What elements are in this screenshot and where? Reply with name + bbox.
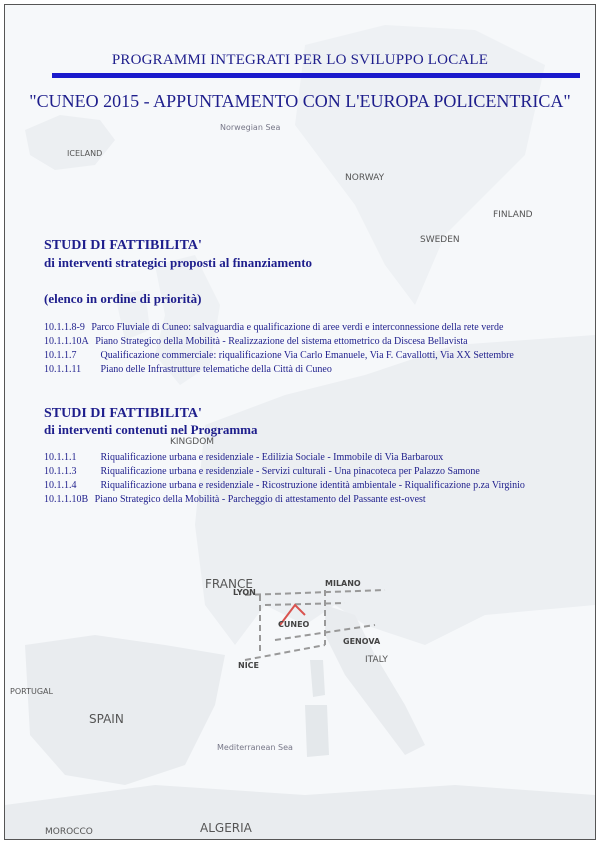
item-text: Riqualificazione urbana e residenziale - Ricostruzione identità ambientale - Riqualificazione p.za Virginio xyxy=(100,480,525,491)
map-label-morocco: MOROCCO xyxy=(45,827,93,837)
header-rule xyxy=(52,73,580,78)
section1-list xyxy=(44,321,594,377)
map-label-nice: NICE xyxy=(238,661,260,670)
map-label-lyon: LYON xyxy=(233,588,256,597)
map-label-italy: ITALY xyxy=(365,655,388,665)
item-code: 10.1.1.3 xyxy=(44,466,77,477)
main-title: "CUNEO 2015 - APPUNTAMENTO CON L'EUROPA POLICENTRICA" xyxy=(29,91,571,111)
section2-list xyxy=(44,451,594,507)
list-item xyxy=(44,363,594,377)
item-text: Qualificazione commerciale: riqualificazione Via Carlo Emanuele, Via F. Cavallotti, Via XX Settembre xyxy=(100,350,514,361)
map-label-spain: SPAIN xyxy=(89,712,124,726)
section1-title: STUDI DI FATTIBILITA' xyxy=(44,238,202,253)
map-label-mediterranean: Mediterranean Sea xyxy=(217,743,293,752)
item-code: 10.1.1.1 xyxy=(44,452,77,463)
map-label-portugal: PORTUGAL xyxy=(10,687,53,696)
map-label-norwegian-sea: Norwegian Sea xyxy=(220,123,281,132)
list-item xyxy=(44,479,594,493)
item-text: Piano delle Infrastrutture telematiche della Città di Cuneo xyxy=(100,364,332,375)
document-content xyxy=(5,5,595,839)
section2-title: STUDI DI FATTIBILITA' xyxy=(44,406,202,421)
item-code: 10.1.1.8-9 xyxy=(44,322,85,333)
section1-note: (elenco in ordine di priorità) xyxy=(44,291,202,306)
item-text: Piano Strategico della Mobilità - Realizzazione del sistema ettometrico da Discesa Bellavista xyxy=(95,336,468,347)
item-text: Riqualificazione urbana e residenziale - Edilizia Sociale - Immobile di Via Barbaroux xyxy=(100,452,444,463)
map-label-cuneo: CUNEO xyxy=(278,620,310,629)
item-text: Riqualificazione urbana e residenziale - Servizi culturali - Una pinacoteca per Palazzo Samone xyxy=(100,466,480,477)
list-item xyxy=(44,335,594,349)
map-label-genova: GENOVA xyxy=(343,637,381,646)
item-code: 10.1.1.10B xyxy=(44,494,89,505)
list-item xyxy=(44,349,594,363)
list-item xyxy=(44,451,594,465)
item-text: Parco Fluviale di Cuneo: salvaguardia e qualificazione di aree verdi e interconnessione della rete verde xyxy=(91,322,504,333)
map-label-milano: MILANO xyxy=(325,579,361,588)
map-label-kingdom: KINGDOM xyxy=(170,437,215,447)
section2-subtitle: di interventi contenuti nel Programma xyxy=(44,422,258,437)
item-text: Piano Strategico della Mobilità - Parcheggio di attestamento del Passante est-ovest xyxy=(94,494,426,505)
list-item xyxy=(44,321,594,335)
map-label-iceland: ICELAND xyxy=(67,149,103,158)
item-code: 10.1.1.10A xyxy=(44,336,89,347)
item-code: 10.1.1.4 xyxy=(44,480,77,491)
list-item xyxy=(44,493,594,507)
list-item xyxy=(44,465,594,479)
item-code: 10.1.1.7 xyxy=(44,350,77,361)
item-code: 10.1.1.11 xyxy=(44,364,82,375)
document-page xyxy=(4,4,596,840)
map-label-finland: FINLAND xyxy=(493,210,533,220)
section1-subtitle: di interventi strategici proposti al finanziamento xyxy=(44,255,313,270)
map-label-sweden: SWEDEN xyxy=(420,235,460,245)
map-label-algeria: ALGERIA xyxy=(200,821,252,835)
program-title: PROGRAMMI INTEGRATI PER LO SVILUPPO LOCALE xyxy=(111,52,489,68)
map-label-france: FRANCE xyxy=(205,577,253,591)
map-label-norway: NORWAY xyxy=(345,173,385,183)
